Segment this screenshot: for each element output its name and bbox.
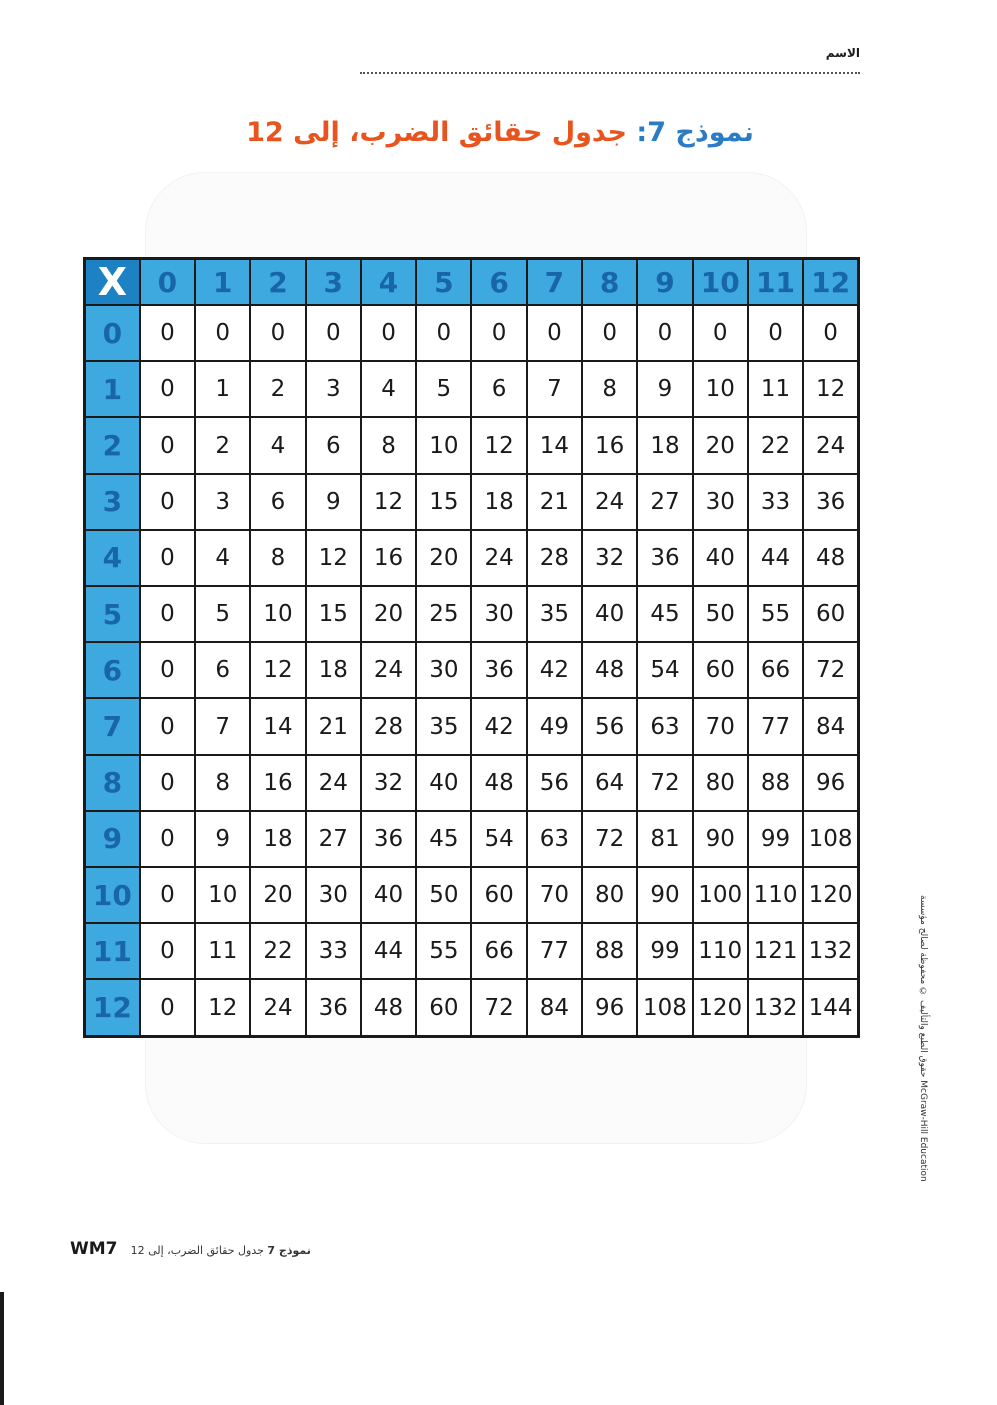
product-cell: 6 (250, 474, 305, 530)
footer-title (131, 1240, 311, 1262)
product-cell: 48 (471, 755, 526, 811)
product-cell: 0 (140, 586, 195, 642)
product-cell: 18 (250, 811, 305, 867)
product-cell: 72 (803, 642, 858, 698)
product-cell: 60 (416, 979, 471, 1036)
product-cell: 12 (195, 979, 250, 1036)
product-cell: 33 (306, 923, 361, 979)
product-cell: 21 (306, 698, 361, 754)
product-cell: 54 (471, 811, 526, 867)
column-header: 10 (693, 259, 748, 306)
column-header: 1 (195, 259, 250, 306)
product-cell: 72 (471, 979, 526, 1036)
row-header: 12 (85, 979, 140, 1036)
product-cell: 35 (416, 698, 471, 754)
row-header: 3 (85, 474, 140, 530)
product-cell: 72 (637, 755, 692, 811)
product-cell: 0 (306, 305, 361, 361)
table-row (85, 755, 859, 811)
product-cell: 22 (748, 417, 803, 473)
product-cell: 0 (140, 530, 195, 586)
product-cell: 0 (140, 698, 195, 754)
product-cell: 0 (527, 305, 582, 361)
product-cell: 63 (527, 811, 582, 867)
product-cell: 4 (250, 417, 305, 473)
product-cell: 5 (195, 586, 250, 642)
product-cell: 56 (582, 698, 637, 754)
product-cell: 90 (637, 867, 692, 923)
product-cell: 0 (693, 305, 748, 361)
product-cell: 24 (471, 530, 526, 586)
product-cell: 20 (361, 586, 416, 642)
product-cell: 10 (416, 417, 471, 473)
product-cell: 132 (748, 979, 803, 1036)
product-cell: 12 (250, 642, 305, 698)
product-cell: 36 (471, 642, 526, 698)
product-cell: 40 (693, 530, 748, 586)
row-header: 6 (85, 642, 140, 698)
product-cell: 16 (361, 530, 416, 586)
name-field (360, 44, 860, 74)
product-cell: 9 (637, 361, 692, 417)
edge-bar (0, 1292, 4, 1405)
product-cell: 63 (637, 698, 692, 754)
product-cell: 0 (140, 305, 195, 361)
product-cell: 2 (195, 417, 250, 473)
product-cell: 36 (306, 979, 361, 1036)
product-cell: 20 (250, 867, 305, 923)
table-row (85, 417, 859, 473)
column-header: 3 (306, 259, 361, 306)
product-cell: 50 (693, 586, 748, 642)
table-row (85, 530, 859, 586)
product-cell: 120 (803, 867, 858, 923)
product-cell: 96 (582, 979, 637, 1036)
table-row (85, 923, 859, 979)
footer-page-code: WM7 (70, 1239, 118, 1259)
title-prefix: نموذج 7: (636, 117, 754, 148)
product-cell: 7 (195, 698, 250, 754)
column-header: 5 (416, 259, 471, 306)
product-cell: 9 (195, 811, 250, 867)
product-cell: 0 (250, 305, 305, 361)
product-cell: 0 (471, 305, 526, 361)
column-header: 4 (361, 259, 416, 306)
product-cell: 22 (250, 923, 305, 979)
table-row (85, 586, 859, 642)
name-label: الاسم (825, 46, 860, 60)
product-cell: 9 (306, 474, 361, 530)
table-row (85, 474, 859, 530)
product-cell: 15 (416, 474, 471, 530)
product-cell: 99 (637, 923, 692, 979)
product-cell: 24 (306, 755, 361, 811)
product-cell: 108 (637, 979, 692, 1036)
row-header: 0 (85, 305, 140, 361)
product-cell: 1 (195, 361, 250, 417)
product-cell: 56 (527, 755, 582, 811)
product-cell: 3 (306, 361, 361, 417)
product-cell: 49 (527, 698, 582, 754)
product-cell: 48 (361, 979, 416, 1036)
product-cell: 90 (693, 811, 748, 867)
product-cell: 80 (582, 867, 637, 923)
row-header: 4 (85, 530, 140, 586)
product-cell: 0 (140, 642, 195, 698)
multiplication-table (83, 257, 860, 1038)
product-cell: 60 (693, 642, 748, 698)
table-row (85, 305, 859, 361)
product-cell: 0 (416, 305, 471, 361)
product-cell: 42 (527, 642, 582, 698)
column-header: 8 (582, 259, 637, 306)
name-dotted-line (360, 72, 860, 74)
footer-title-text: جدول حقائق الضرب، إلى 12 (130, 1244, 264, 1257)
product-cell: 20 (416, 530, 471, 586)
product-cell: 14 (250, 698, 305, 754)
product-cell: 144 (803, 979, 858, 1036)
product-cell: 40 (582, 586, 637, 642)
product-cell: 16 (582, 417, 637, 473)
product-cell: 64 (582, 755, 637, 811)
product-cell: 60 (803, 586, 858, 642)
product-cell: 84 (803, 698, 858, 754)
product-cell: 24 (803, 417, 858, 473)
product-cell: 12 (306, 530, 361, 586)
product-cell: 4 (195, 530, 250, 586)
product-cell: 27 (637, 474, 692, 530)
row-header: 10 (85, 867, 140, 923)
product-cell: 0 (140, 923, 195, 979)
product-cell: 0 (140, 979, 195, 1036)
product-cell: 24 (582, 474, 637, 530)
product-cell: 132 (803, 923, 858, 979)
product-cell: 0 (582, 305, 637, 361)
row-header: 2 (85, 417, 140, 473)
row-header: 8 (85, 755, 140, 811)
product-cell: 40 (361, 867, 416, 923)
product-cell: 18 (637, 417, 692, 473)
page-footer (70, 1238, 311, 1260)
column-header: 2 (250, 259, 305, 306)
product-cell: 0 (195, 305, 250, 361)
product-cell: 30 (416, 642, 471, 698)
product-cell: 25 (416, 586, 471, 642)
table-row (85, 642, 859, 698)
product-cell: 66 (748, 642, 803, 698)
product-cell: 15 (306, 586, 361, 642)
column-header: 12 (803, 259, 858, 306)
product-cell: 0 (140, 867, 195, 923)
product-cell: 54 (637, 642, 692, 698)
product-cell: 108 (803, 811, 858, 867)
product-cell: 0 (803, 305, 858, 361)
column-header: 7 (527, 259, 582, 306)
product-cell: 18 (306, 642, 361, 698)
product-cell: 70 (527, 867, 582, 923)
copyright-notice: حقوق الطبع والتأليف © محفوظة لصالح مؤسسة McGraw-Hill Education (918, 895, 928, 1182)
product-cell: 6 (471, 361, 526, 417)
product-cell: 10 (693, 361, 748, 417)
row-header: 5 (85, 586, 140, 642)
product-cell: 30 (471, 586, 526, 642)
product-cell: 21 (527, 474, 582, 530)
product-cell: 8 (582, 361, 637, 417)
row-header: 9 (85, 811, 140, 867)
product-cell: 0 (140, 755, 195, 811)
product-cell: 28 (361, 698, 416, 754)
table-row (85, 698, 859, 754)
product-cell: 0 (140, 361, 195, 417)
product-cell: 0 (637, 305, 692, 361)
product-cell: 12 (803, 361, 858, 417)
table-row (85, 361, 859, 417)
product-cell: 30 (306, 867, 361, 923)
table-header-row (85, 259, 859, 306)
product-cell: 33 (748, 474, 803, 530)
product-cell: 32 (361, 755, 416, 811)
product-cell: 48 (803, 530, 858, 586)
row-header: 1 (85, 361, 140, 417)
product-cell: 99 (748, 811, 803, 867)
product-cell: 72 (582, 811, 637, 867)
product-cell: 42 (471, 698, 526, 754)
product-cell: 16 (250, 755, 305, 811)
product-cell: 7 (527, 361, 582, 417)
product-cell: 6 (195, 642, 250, 698)
column-header: 6 (471, 259, 526, 306)
product-cell: 28 (527, 530, 582, 586)
product-cell: 81 (637, 811, 692, 867)
product-cell: 8 (250, 530, 305, 586)
product-cell: 110 (693, 923, 748, 979)
product-cell: 120 (693, 979, 748, 1036)
product-cell: 50 (416, 867, 471, 923)
table-body (85, 305, 859, 1037)
product-cell: 8 (195, 755, 250, 811)
product-cell: 48 (582, 642, 637, 698)
product-cell: 11 (195, 923, 250, 979)
multiply-symbol: X (85, 259, 140, 306)
product-cell: 55 (748, 586, 803, 642)
product-cell: 0 (361, 305, 416, 361)
product-cell: 11 (748, 361, 803, 417)
product-cell: 0 (748, 305, 803, 361)
column-header: 11 (748, 259, 803, 306)
product-cell: 40 (416, 755, 471, 811)
product-cell: 8 (361, 417, 416, 473)
product-cell: 24 (250, 979, 305, 1036)
product-cell: 45 (637, 586, 692, 642)
product-cell: 70 (693, 698, 748, 754)
product-cell: 24 (361, 642, 416, 698)
product-cell: 0 (140, 811, 195, 867)
product-cell: 110 (748, 867, 803, 923)
title-text: جدول حقائق الضرب، إلى 12 (246, 117, 627, 148)
product-cell: 84 (527, 979, 582, 1036)
table-row (85, 867, 859, 923)
product-cell: 14 (527, 417, 582, 473)
row-header: 11 (85, 923, 140, 979)
product-cell: 18 (471, 474, 526, 530)
product-cell: 27 (306, 811, 361, 867)
product-cell: 35 (527, 586, 582, 642)
product-cell: 3 (195, 474, 250, 530)
product-cell: 88 (748, 755, 803, 811)
product-cell: 36 (361, 811, 416, 867)
product-cell: 12 (471, 417, 526, 473)
product-cell: 4 (361, 361, 416, 417)
product-cell: 80 (693, 755, 748, 811)
product-cell: 44 (361, 923, 416, 979)
table-row (85, 811, 859, 867)
product-cell: 2 (250, 361, 305, 417)
product-cell: 88 (582, 923, 637, 979)
product-cell: 10 (250, 586, 305, 642)
product-cell: 10 (195, 867, 250, 923)
product-cell: 60 (471, 867, 526, 923)
product-cell: 55 (416, 923, 471, 979)
page-title (150, 108, 850, 158)
product-cell: 36 (803, 474, 858, 530)
footer-prefix: نموذج 7 (267, 1244, 311, 1257)
product-cell: 77 (527, 923, 582, 979)
product-cell: 12 (361, 474, 416, 530)
product-cell: 5 (416, 361, 471, 417)
product-cell: 100 (693, 867, 748, 923)
product-cell: 0 (140, 474, 195, 530)
product-cell: 121 (748, 923, 803, 979)
table-row (85, 979, 859, 1036)
product-cell: 77 (748, 698, 803, 754)
product-cell: 36 (637, 530, 692, 586)
column-header: 0 (140, 259, 195, 306)
product-cell: 66 (471, 923, 526, 979)
product-cell: 30 (693, 474, 748, 530)
row-header: 7 (85, 698, 140, 754)
column-header: 9 (637, 259, 692, 306)
product-cell: 0 (140, 417, 195, 473)
product-cell: 96 (803, 755, 858, 811)
product-cell: 32 (582, 530, 637, 586)
product-cell: 44 (748, 530, 803, 586)
product-cell: 45 (416, 811, 471, 867)
product-cell: 6 (306, 417, 361, 473)
product-cell: 20 (693, 417, 748, 473)
